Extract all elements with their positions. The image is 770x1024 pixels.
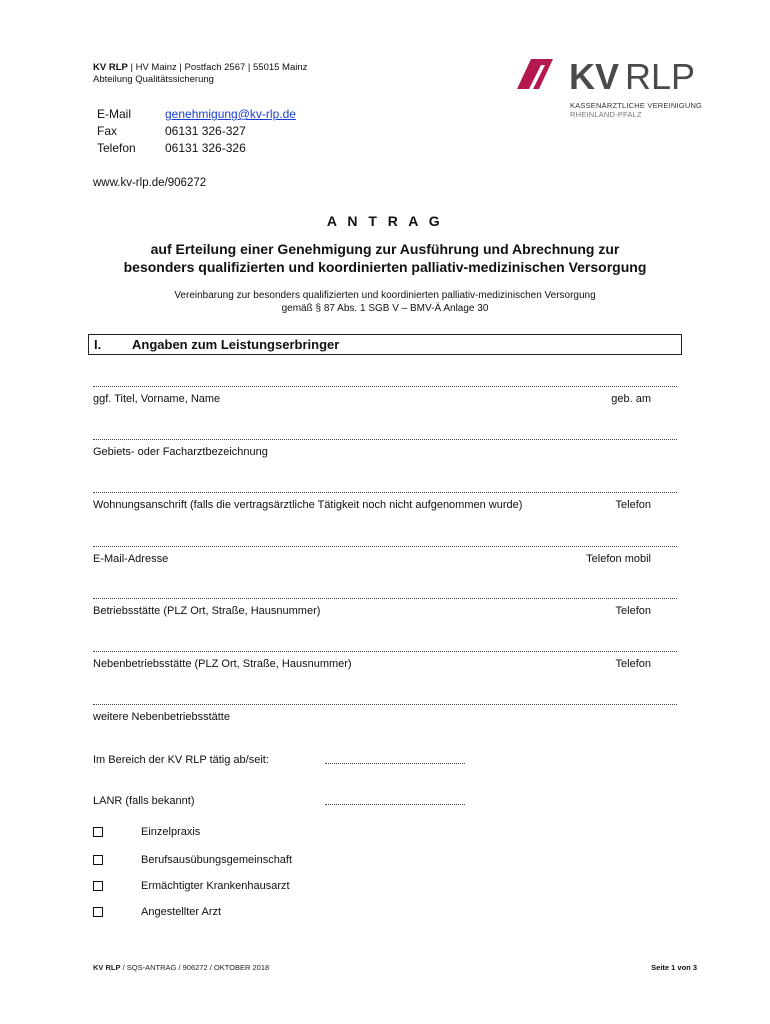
lanr-input-line[interactable]	[325, 795, 465, 805]
field-label-right: Telefon	[615, 658, 651, 670]
logo-subtitle-line2: RHEINLAND-PFALZ	[570, 110, 642, 119]
form-field-email	[93, 546, 677, 565]
email-link[interactable]: genehmigung@kv-rlp.de	[165, 107, 296, 121]
section-number: I.	[94, 337, 102, 352]
document-title: A N T R A G	[326, 213, 444, 229]
page-number: Seite 1 von 3	[651, 963, 697, 972]
contact-row-email	[97, 106, 296, 123]
checkbox-berufsausuebungsgemeinschaft[interactable]	[93, 855, 103, 865]
field-label-right: geb. am	[611, 393, 651, 405]
footer-reference	[93, 963, 269, 972]
field-label: Wohnungsanschrift (falls die vertragsärztliche Tätigkeit noch nicht aufgenommen wurde)	[93, 499, 523, 511]
logo-kv-text: KV	[569, 57, 620, 97]
email-input-line[interactable]	[93, 546, 677, 547]
checkbox-row	[93, 906, 221, 918]
checkbox-ermaechtigter-krankenhausarzt[interactable]	[93, 881, 103, 891]
checkbox-label: Ermächtigter Krankenhausarzt	[141, 880, 290, 892]
contact-label: E-Mail	[97, 107, 132, 121]
kvrlp-logo-mark	[517, 57, 707, 101]
specialty-input-line[interactable]	[93, 439, 677, 440]
fax-value: 06131 326-327	[165, 124, 246, 138]
lanr-field	[93, 795, 465, 807]
checkbox-label: Einzelpraxis	[141, 826, 201, 838]
form-field-name	[93, 386, 677, 405]
home-address-input-line[interactable]	[93, 492, 677, 493]
form-field-home-address	[93, 492, 677, 511]
field-label: weitere Nebenbetriebsstätte	[93, 711, 230, 723]
secondary-practice-input-line[interactable]	[93, 651, 677, 652]
phone-value: 06131 326-326	[165, 141, 246, 155]
checkbox-row	[93, 880, 290, 892]
checkbox-row	[93, 826, 200, 838]
form-field-practice	[93, 598, 677, 617]
document-subtitle	[0, 240, 770, 276]
active-since-input-line[interactable]	[325, 754, 465, 764]
contact-label: Telefon	[97, 141, 136, 155]
checkbox-angestellter-arzt[interactable]	[93, 907, 103, 917]
field-label: E-Mail-Adresse	[93, 553, 169, 565]
agreement-line2: gemäß § 87 Abs. 1 SGB V – BMV-Ä Anlage 30	[281, 303, 489, 314]
field-label: Nebenbetriebsstätte (PLZ Ort, Straße, Hausnummer)	[93, 658, 352, 670]
contact-label: Fax	[97, 124, 118, 138]
logo-subtitle	[570, 101, 702, 119]
kvrlp-logo	[517, 57, 707, 121]
agreement-line1: Vereinbarung zur besonders qualifizierten und koordinierten palliativ-medizinischen Versorgung	[174, 290, 596, 301]
footer-rest: / SQS-ANTRAG / 906272 / OKTOBER 2018	[122, 963, 270, 972]
contact-block	[97, 106, 296, 157]
contact-row-phone	[97, 140, 296, 157]
field-label: ggf. Titel, Vorname, Name	[93, 393, 221, 405]
subtitle-line2: besonders qualifizierten und koordinierten palliativ-medizinischen Versorgung	[123, 259, 647, 275]
checkbox-label: Angestellter Arzt	[141, 906, 222, 918]
field-label-right	[651, 711, 677, 723]
active-since-field	[93, 754, 465, 766]
website-url: www.kv-rlp.de/906272	[93, 177, 207, 189]
form-field-further-practice	[93, 704, 677, 723]
lanr-label: LANR (falls bekannt)	[93, 795, 195, 807]
active-since-label: Im Bereich der KV RLP tätig ab/seit:	[93, 754, 269, 766]
form-field-specialty	[93, 439, 677, 458]
sender-org: KV RLP	[93, 62, 128, 73]
footer-org: KV RLP	[93, 963, 121, 972]
agreement-text	[0, 289, 770, 315]
checkbox-label: Berufsausübungsgemeinschaft	[141, 854, 293, 866]
practice-input-line[interactable]	[93, 598, 677, 599]
field-label: Betriebsstätte (PLZ Ort, Straße, Hausnummer)	[93, 605, 321, 617]
field-label: Gebiets- oder Facharztbezeichnung	[93, 446, 268, 458]
sender-address: | HV Mainz | Postfach 2567 | 55015 Mainz	[130, 62, 308, 73]
section-title: Angaben zum Leistungserbringer	[132, 337, 340, 352]
contact-row-fax	[97, 123, 296, 140]
section-header	[88, 334, 682, 355]
name-input-line[interactable]	[93, 386, 677, 387]
field-label-right	[651, 446, 677, 458]
sender-block	[93, 62, 307, 86]
checkbox-einzelpraxis[interactable]	[93, 827, 103, 837]
sender-department: Abteilung Qualitätssicherung	[93, 74, 214, 85]
field-label-right: Telefon mobil	[586, 553, 651, 565]
logo-subtitle-line1: KASSENÄRZTLICHE VEREINIGUNG	[570, 101, 703, 110]
subtitle-line1: auf Erteilung einer Genehmigung zur Ausführung und Abrechnung zur	[150, 241, 620, 257]
field-label-right: Telefon	[615, 605, 651, 617]
checkbox-row	[93, 854, 292, 866]
logo-rlp-text: RLP	[625, 57, 696, 97]
field-label-right: Telefon	[615, 499, 651, 511]
further-practice-input-line[interactable]	[93, 704, 677, 705]
form-field-secondary-practice	[93, 651, 677, 670]
